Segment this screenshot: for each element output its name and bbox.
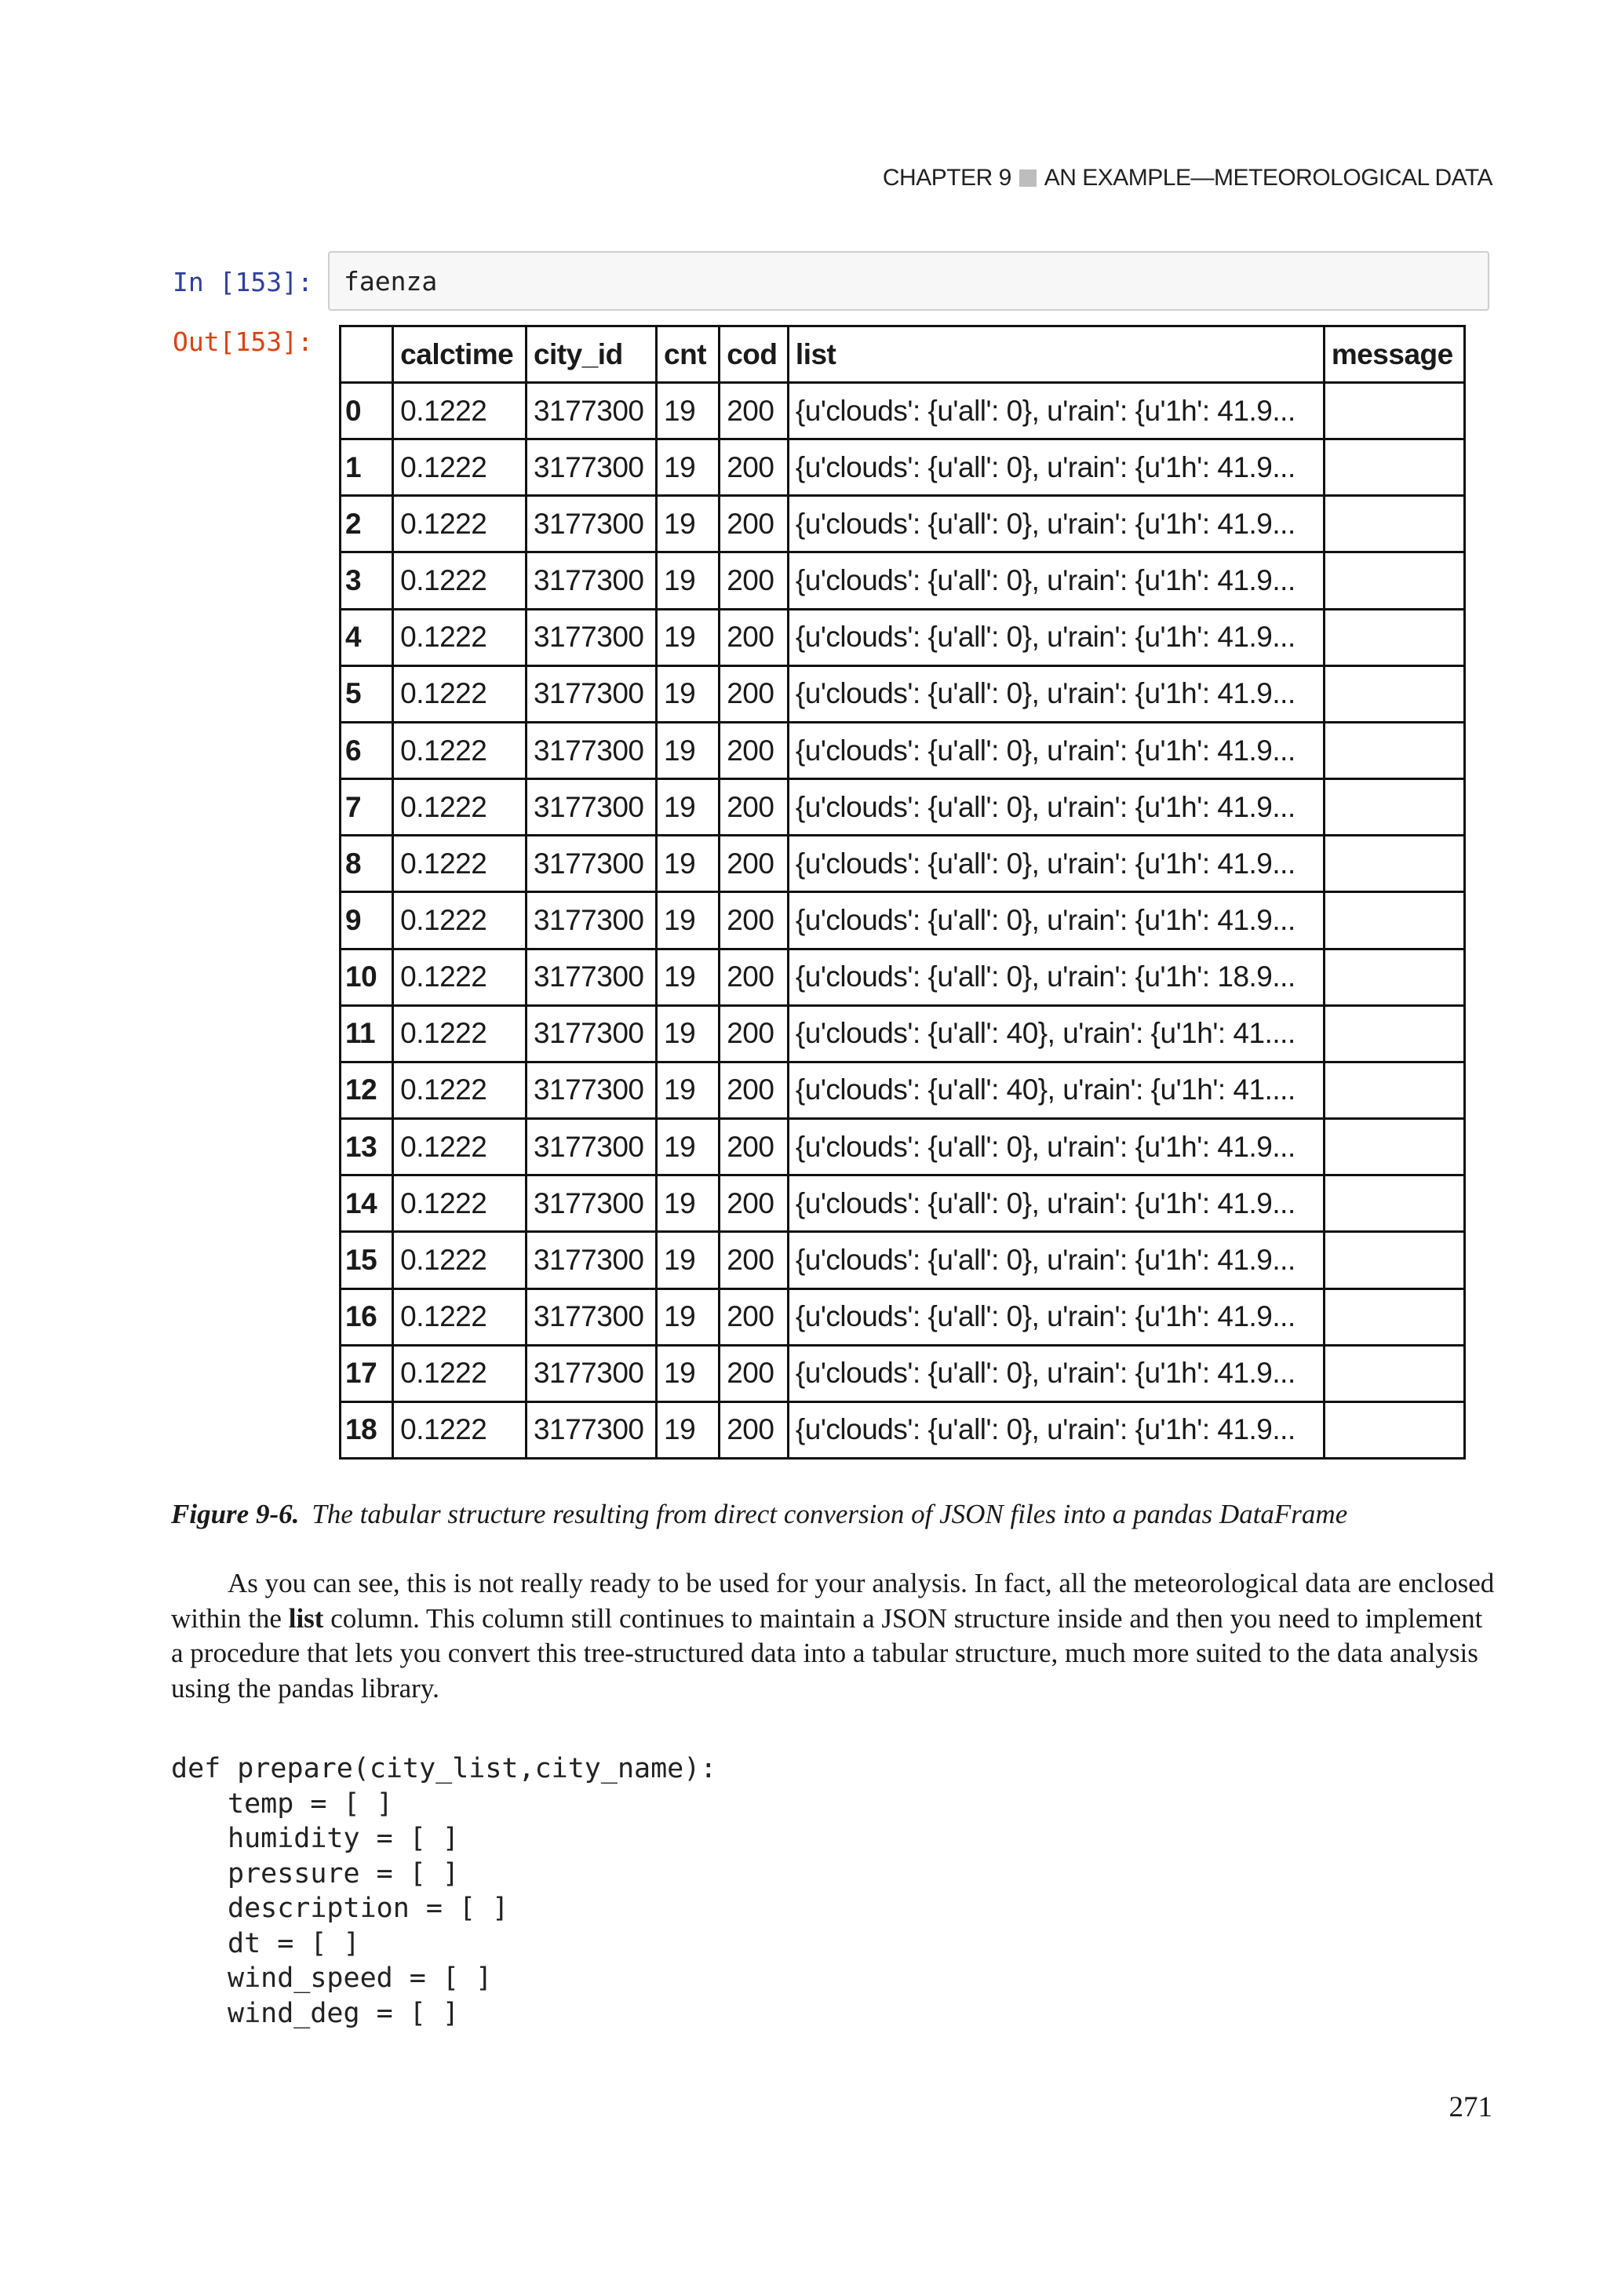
cell-cnt: 19: [657, 1062, 720, 1118]
code-line: dt = [ ]: [228, 1927, 360, 1959]
cell-message: [1324, 609, 1464, 665]
cell-cod: 200: [720, 609, 789, 665]
cell-calctime: 0.1222: [393, 1062, 527, 1118]
cell-message: [1324, 1232, 1464, 1288]
cell-cnt: 19: [657, 779, 720, 836]
cell-cnt: 19: [657, 496, 720, 552]
cell-index: 3: [341, 552, 393, 609]
cell-calctime: 0.1222: [393, 439, 527, 496]
cell-cod: 200: [720, 383, 789, 439]
cell-cnt: 19: [657, 609, 720, 665]
cell-index: 16: [341, 1288, 393, 1345]
cell-list: {u'clouds': {u'all': 0}, u'rain': {u'1h': 41.9...: [788, 383, 1324, 439]
cell-cnt: 19: [657, 1232, 720, 1288]
cell-list: {u'clouds': {u'all': 0}, u'rain': {u'1h': 18.9...: [788, 949, 1324, 1005]
table-row: [341, 1062, 1465, 1118]
cell-city-id: 3177300: [526, 1119, 656, 1175]
cell-message: [1324, 665, 1464, 722]
cell-calctime: 0.1222: [393, 1005, 527, 1062]
paragraph-text-start: As you can see, this is not really ready to be used for your analysis. In fact, all the meteorological data are enclosed within the: [171, 1568, 1495, 1634]
cell-city-id: 3177300: [526, 1232, 656, 1288]
table-row: [341, 1005, 1465, 1062]
column-header-message: message: [1324, 326, 1464, 383]
cell-city-id: 3177300: [526, 1005, 656, 1062]
cell-list: {u'clouds': {u'all': 0}, u'rain': {u'1h': 41.9...: [788, 1119, 1324, 1175]
table-row: [341, 665, 1465, 722]
cell-calctime: 0.1222: [393, 836, 527, 892]
table-header-row: [341, 326, 1465, 383]
cell-cod: 200: [720, 1401, 789, 1458]
column-header-calctime: calctime: [393, 326, 527, 383]
table-row: [341, 439, 1465, 496]
cell-cnt: 19: [657, 1005, 720, 1062]
cell-city-id: 3177300: [526, 779, 656, 836]
cell-list: {u'clouds': {u'all': 0}, u'rain': {u'1h': 41.9...: [788, 892, 1324, 949]
cell-cnt: 19: [657, 722, 720, 778]
code-listing: [171, 1751, 716, 2031]
body-paragraph: [171, 1566, 1497, 1706]
code-line: temp = [ ]: [228, 1788, 393, 1820]
cell-calctime: 0.1222: [393, 1345, 527, 1401]
cell-list: {u'clouds': {u'all': 0}, u'rain': {u'1h': 41.9...: [788, 1288, 1324, 1345]
table-row: [341, 552, 1465, 609]
cell-index: 12: [341, 1062, 393, 1118]
page-number: 271: [1448, 2091, 1492, 2123]
cell-cnt: 19: [657, 439, 720, 496]
cell-cnt: 19: [657, 1401, 720, 1458]
cell-index: 2: [341, 496, 393, 552]
paragraph-text-end: column. This column still continues to maintain a JSON structure inside and then you need to implement a procedure that lets you convert this tree-structured data into a tabular structure, much more suited to the data analysis using the pandas library.: [171, 1602, 1483, 1704]
cell-message: [1324, 1401, 1464, 1458]
code-line: wind_speed = [ ]: [228, 1963, 493, 1994]
cell-cod: 200: [720, 836, 789, 892]
cell-city-id: 3177300: [526, 496, 656, 552]
cell-index: 8: [341, 836, 393, 892]
cell-city-id: 3177300: [526, 1062, 656, 1118]
cell-cod: 200: [720, 665, 789, 722]
cell-list: {u'clouds': {u'all': 0}, u'rain': {u'1h': 41.9...: [788, 1232, 1324, 1288]
running-head-chapter: CHAPTER 9: [882, 165, 1011, 191]
table-row: [341, 1401, 1465, 1458]
column-header-city-id: city_id: [526, 326, 656, 383]
cell-cod: 200: [720, 779, 789, 836]
cell-cnt: 19: [657, 1345, 720, 1401]
cell-cod: 200: [720, 949, 789, 1005]
table-row: [341, 1119, 1465, 1175]
cell-message: [1324, 439, 1464, 496]
cell-list: {u'clouds': {u'all': 0}, u'rain': {u'1h': 41.9...: [788, 836, 1324, 892]
cell-message: [1324, 496, 1464, 552]
cell-list: {u'clouds': {u'all': 0}, u'rain': {u'1h': 41.9...: [788, 1401, 1324, 1458]
cell-index: 11: [341, 1005, 393, 1062]
cell-cnt: 19: [657, 1288, 720, 1345]
cell-cod: 200: [720, 496, 789, 552]
cell-index: 0: [341, 383, 393, 439]
cell-calctime: 0.1222: [393, 949, 527, 1005]
table-row: [341, 836, 1465, 892]
cell-index: 14: [341, 1175, 393, 1232]
cell-list: {u'clouds': {u'all': 0}, u'rain': {u'1h': 41.9...: [788, 552, 1324, 609]
cell-message: [1324, 892, 1464, 949]
cell-cod: 200: [720, 1232, 789, 1288]
cell-index: 17: [341, 1345, 393, 1401]
cell-cnt: 19: [657, 383, 720, 439]
cell-cod: 200: [720, 1119, 789, 1175]
column-header-list: list: [788, 326, 1324, 383]
cell-list: {u'clouds': {u'all': 0}, u'rain': {u'1h': 41.9...: [788, 1345, 1324, 1401]
cell-message: [1324, 1345, 1464, 1401]
cell-cnt: 19: [657, 1119, 720, 1175]
cell-calctime: 0.1222: [393, 1288, 527, 1345]
cell-message: [1324, 1005, 1464, 1062]
column-header-cod: cod: [720, 326, 789, 383]
running-head: [883, 165, 1492, 191]
cell-calctime: 0.1222: [393, 1175, 527, 1232]
output-prompt: Out[153]:: [173, 326, 313, 357]
cell-index: 5: [341, 665, 393, 722]
table-row: [341, 496, 1465, 552]
input-prompt: In [153]:: [173, 267, 313, 297]
table-row: [341, 383, 1465, 439]
cell-city-id: 3177300: [526, 383, 656, 439]
cell-calctime: 0.1222: [393, 609, 527, 665]
cell-calctime: 0.1222: [393, 1119, 527, 1175]
cell-calctime: 0.1222: [393, 496, 527, 552]
code-line: def prepare(city_list,city_name):: [171, 1753, 717, 1784]
table-row: [341, 609, 1465, 665]
table-row: [341, 1345, 1465, 1401]
cell-cod: 200: [720, 1288, 789, 1345]
cell-list: {u'clouds': {u'all': 0}, u'rain': {u'1h': 41.9...: [788, 779, 1324, 836]
figure-caption: [171, 1499, 1347, 1530]
cell-message: [1324, 836, 1464, 892]
cell-list: {u'clouds': {u'all': 0}, u'rain': {u'1h': 41.9...: [788, 609, 1324, 665]
cell-cod: 200: [720, 439, 789, 496]
code-cell-input: faenza: [328, 251, 1489, 311]
cell-cod: 200: [720, 1005, 789, 1062]
cell-city-id: 3177300: [526, 1288, 656, 1345]
code-line: humidity = [ ]: [228, 1823, 460, 1854]
cell-city-id: 3177300: [526, 1345, 656, 1401]
cell-city-id: 3177300: [526, 722, 656, 778]
table-body: [341, 383, 1465, 1459]
cell-index: 1: [341, 439, 393, 496]
cell-list: {u'clouds': {u'all': 0}, u'rain': {u'1h': 41.9...: [788, 439, 1324, 496]
cell-list: {u'clouds': {u'all': 40}, u'rain': {u'1h': 41....: [788, 1005, 1324, 1062]
cell-calctime: 0.1222: [393, 383, 527, 439]
cell-message: [1324, 779, 1464, 836]
square-separator-icon: [1019, 169, 1037, 187]
cell-list: {u'clouds': {u'all': 0}, u'rain': {u'1h': 41.9...: [788, 665, 1324, 722]
cell-cnt: 19: [657, 665, 720, 722]
figure-caption-text: The tabular structure resulting from direct conversion of JSON files into a pandas DataFrame: [312, 1499, 1348, 1529]
table-row: [341, 722, 1465, 778]
cell-index: 6: [341, 722, 393, 778]
cell-index: 7: [341, 779, 393, 836]
column-header-cnt: cnt: [657, 326, 720, 383]
cell-cnt: 19: [657, 1175, 720, 1232]
cell-message: [1324, 1288, 1464, 1345]
running-head-title: AN EXAMPLE—METEOROLOGICAL DATA: [1044, 165, 1492, 191]
table-row: [341, 1175, 1465, 1232]
code-line: wind_deg = [ ]: [228, 1997, 460, 2029]
cell-list: {u'clouds': {u'all': 40}, u'rain': {u'1h': 41....: [788, 1062, 1324, 1118]
cell-list: {u'clouds': {u'all': 0}, u'rain': {u'1h': 41.9...: [788, 496, 1324, 552]
cell-message: [1324, 722, 1464, 778]
cell-cod: 200: [720, 552, 789, 609]
cell-city-id: 3177300: [526, 609, 656, 665]
table-row: [341, 779, 1465, 836]
cell-list: {u'clouds': {u'all': 0}, u'rain': {u'1h': 41.9...: [788, 722, 1324, 778]
cell-index: 10: [341, 949, 393, 1005]
cell-message: [1324, 949, 1464, 1005]
cell-message: [1324, 552, 1464, 609]
cell-calctime: 0.1222: [393, 892, 527, 949]
cell-calctime: 0.1222: [393, 779, 527, 836]
paragraph-bold-term: list: [288, 1602, 324, 1634]
cell-city-id: 3177300: [526, 552, 656, 609]
cell-cod: 200: [720, 1175, 789, 1232]
cell-calctime: 0.1222: [393, 722, 527, 778]
cell-message: [1324, 1119, 1464, 1175]
cell-index: 9: [341, 892, 393, 949]
cell-calctime: 0.1222: [393, 1401, 527, 1458]
cell-calctime: 0.1222: [393, 665, 527, 722]
cell-city-id: 3177300: [526, 1401, 656, 1458]
cell-calctime: 0.1222: [393, 552, 527, 609]
cell-index: 13: [341, 1119, 393, 1175]
cell-message: [1324, 1175, 1464, 1232]
cell-list: {u'clouds': {u'all': 0}, u'rain': {u'1h': 41.9...: [788, 1175, 1324, 1232]
cell-index: 15: [341, 1232, 393, 1288]
table-row: [341, 949, 1465, 1005]
table-row: [341, 892, 1465, 949]
column-header-index: [341, 326, 393, 383]
figure-caption-label: Figure 9-6.: [171, 1499, 300, 1529]
code-line: description = [ ]: [228, 1893, 509, 1924]
cell-calctime: 0.1222: [393, 1232, 527, 1288]
cell-city-id: 3177300: [526, 439, 656, 496]
cell-city-id: 3177300: [526, 949, 656, 1005]
cell-index: 18: [341, 1401, 393, 1458]
cell-cod: 200: [720, 892, 789, 949]
cell-index: 4: [341, 609, 393, 665]
cell-message: [1324, 1062, 1464, 1118]
table-row: [341, 1288, 1465, 1345]
table-row: [341, 1232, 1465, 1288]
cell-cod: 200: [720, 1345, 789, 1401]
code-line: pressure = [ ]: [228, 1857, 460, 1890]
cell-cnt: 19: [657, 949, 720, 1005]
cell-message: [1324, 383, 1464, 439]
cell-cod: 200: [720, 722, 789, 778]
cell-city-id: 3177300: [526, 836, 656, 892]
cell-cnt: 19: [657, 836, 720, 892]
cell-cnt: 19: [657, 552, 720, 609]
cell-city-id: 3177300: [526, 665, 656, 722]
cell-cnt: 19: [657, 892, 720, 949]
cell-city-id: 3177300: [526, 892, 656, 949]
cell-cod: 200: [720, 1062, 789, 1118]
dataframe-table: [339, 325, 1466, 1460]
cell-city-id: 3177300: [526, 1175, 656, 1232]
